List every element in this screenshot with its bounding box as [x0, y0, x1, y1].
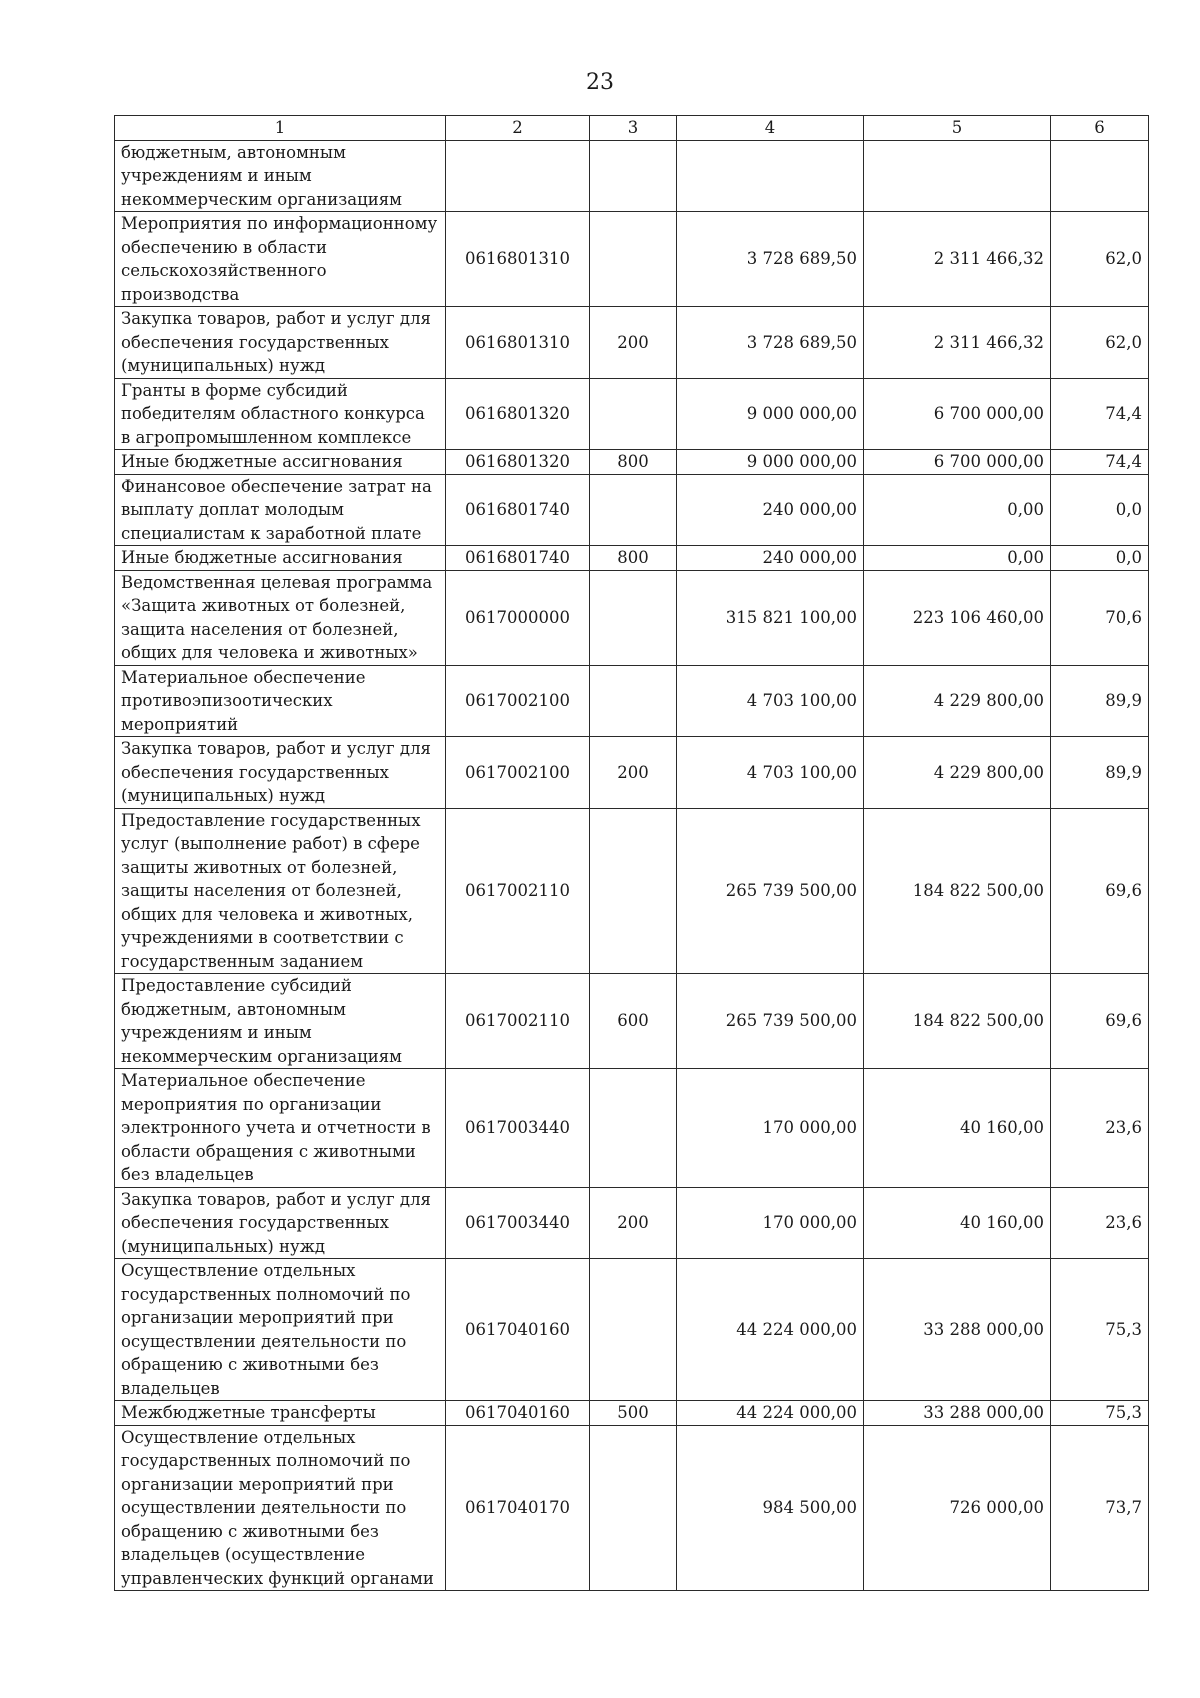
table-row	[115, 212, 1149, 307]
row-expense-type: 200	[590, 1187, 677, 1259]
row-target-code: 0617040160	[446, 1259, 590, 1401]
row-actual-amount: 184 822 500,00	[864, 974, 1051, 1069]
row-actual-amount: 726 000,00	[864, 1425, 1051, 1591]
row-percent: 62,0	[1051, 212, 1149, 307]
page-number: 23	[586, 70, 614, 95]
row-actual-amount	[864, 140, 1051, 212]
table-row	[115, 378, 1149, 450]
row-actual-amount: 6 700 000,00	[864, 378, 1051, 450]
row-planned-amount: 9 000 000,00	[677, 450, 864, 475]
table-header	[115, 116, 1149, 141]
row-planned-amount: 265 739 500,00	[677, 808, 864, 974]
row-expense-type	[590, 808, 677, 974]
table-row	[115, 140, 1149, 212]
row-actual-amount: 0,00	[864, 546, 1051, 571]
table-row	[115, 450, 1149, 475]
row-actual-amount: 2 311 466,32	[864, 212, 1051, 307]
row-name: Предоставление субсидий бюджетным, автономным учреждениям и иным некоммерческим организациям	[115, 974, 446, 1069]
row-actual-amount: 0,00	[864, 474, 1051, 546]
row-name: Иные бюджетные ассигнования	[115, 546, 446, 571]
row-percent: 74,4	[1051, 450, 1149, 475]
row-actual-amount: 4 229 800,00	[864, 737, 1051, 809]
row-percent: 0,0	[1051, 474, 1149, 546]
row-name: Материальное обеспечение противоэпизоотических мероприятий	[115, 665, 446, 737]
row-planned-amount: 3 728 689,50	[677, 307, 864, 379]
row-planned-amount: 3 728 689,50	[677, 212, 864, 307]
table-row	[115, 570, 1149, 665]
table-row	[115, 1259, 1149, 1401]
row-target-code: 0616801740	[446, 474, 590, 546]
row-target-code: 0617002100	[446, 737, 590, 809]
table-row	[115, 307, 1149, 379]
row-percent: 69,6	[1051, 974, 1149, 1069]
row-actual-amount: 33 288 000,00	[864, 1401, 1051, 1426]
row-target-code: 0617000000	[446, 570, 590, 665]
column-header-1: 1	[115, 116, 446, 141]
row-name: Межбюджетные трансферты	[115, 1401, 446, 1426]
table-row	[115, 1187, 1149, 1259]
row-planned-amount: 240 000,00	[677, 546, 864, 571]
row-target-code: 0616801320	[446, 378, 590, 450]
row-planned-amount: 240 000,00	[677, 474, 864, 546]
row-actual-amount: 40 160,00	[864, 1187, 1051, 1259]
row-actual-amount: 4 229 800,00	[864, 665, 1051, 737]
row-expense-type: 500	[590, 1401, 677, 1426]
row-percent: 74,4	[1051, 378, 1149, 450]
row-name: бюджетным, автономным учреждениям и иным некоммерческим организациям	[115, 140, 446, 212]
row-name: Закупка товаров, работ и услуг для обеспечения государственных (муниципальных) нужд	[115, 307, 446, 379]
row-target-code: 0617002110	[446, 808, 590, 974]
row-planned-amount: 170 000,00	[677, 1069, 864, 1188]
column-header-3: 3	[590, 116, 677, 141]
row-expense-type	[590, 570, 677, 665]
table-row	[115, 1401, 1149, 1426]
row-planned-amount: 9 000 000,00	[677, 378, 864, 450]
row-name: Закупка товаров, работ и услуг для обеспечения государственных (муниципальных) нужд	[115, 737, 446, 809]
row-expense-type	[590, 1259, 677, 1401]
row-percent	[1051, 140, 1149, 212]
row-name: Гранты в форме субсидий победителям областного конкурса в агропромышленном комплексе	[115, 378, 446, 450]
row-planned-amount: 265 739 500,00	[677, 974, 864, 1069]
row-planned-amount: 984 500,00	[677, 1425, 864, 1591]
row-expense-type	[590, 140, 677, 212]
row-planned-amount: 315 821 100,00	[677, 570, 864, 665]
table-body	[115, 140, 1149, 1591]
row-name: Предоставление государственных услуг (выполнение работ) в сфере защиты животных от болезней, защиты населения от болезней, общих для человека и животных, учреждениями в соответствии с государственным заданием	[115, 808, 446, 974]
row-percent: 70,6	[1051, 570, 1149, 665]
table-row	[115, 1425, 1149, 1591]
row-actual-amount: 223 106 460,00	[864, 570, 1051, 665]
table-row	[115, 808, 1149, 974]
row-expense-type	[590, 665, 677, 737]
row-actual-amount: 2 311 466,32	[864, 307, 1051, 379]
row-target-code: 0617040160	[446, 1401, 590, 1426]
row-name: Финансовое обеспечение затрат на выплату доплат молодым специалистам к заработной плате	[115, 474, 446, 546]
row-target-code: 0617003440	[446, 1187, 590, 1259]
row-percent: 23,6	[1051, 1187, 1149, 1259]
row-target-code: 0616801740	[446, 546, 590, 571]
column-header-5: 5	[864, 116, 1051, 141]
row-target-code: 0616801310	[446, 307, 590, 379]
row-name: Иные бюджетные ассигнования	[115, 450, 446, 475]
row-percent: 89,9	[1051, 737, 1149, 809]
column-header-4: 4	[677, 116, 864, 141]
row-expense-type: 800	[590, 450, 677, 475]
table-row	[115, 1069, 1149, 1188]
row-name: Осуществление отдельных государственных полномочий по организации мероприятий при осуществлении деятельности по обращению с животными без владельцев	[115, 1259, 446, 1401]
row-expense-type	[590, 1425, 677, 1591]
column-header-6: 6	[1051, 116, 1149, 141]
row-name: Материальное обеспечение мероприятия по организации электронного учета и отчетности в области обращения с животными без владельцев	[115, 1069, 446, 1188]
row-expense-type	[590, 212, 677, 307]
row-target-code: 0616801320	[446, 450, 590, 475]
row-percent: 73,7	[1051, 1425, 1149, 1591]
row-percent: 75,3	[1051, 1401, 1149, 1426]
row-planned-amount	[677, 140, 864, 212]
row-name: Мероприятия по информационному обеспечению в области сельскохозяйственного производства	[115, 212, 446, 307]
row-expense-type: 600	[590, 974, 677, 1069]
budget-table	[114, 115, 1149, 1591]
row-actual-amount: 40 160,00	[864, 1069, 1051, 1188]
row-actual-amount: 6 700 000,00	[864, 450, 1051, 475]
table-row	[115, 546, 1149, 571]
row-planned-amount: 44 224 000,00	[677, 1259, 864, 1401]
row-percent: 75,3	[1051, 1259, 1149, 1401]
row-actual-amount: 184 822 500,00	[864, 808, 1051, 974]
row-target-code: 0617002110	[446, 974, 590, 1069]
row-target-code: 0617040170	[446, 1425, 590, 1591]
header-row	[115, 116, 1149, 141]
row-planned-amount: 44 224 000,00	[677, 1401, 864, 1426]
column-header-2: 2	[446, 116, 590, 141]
row-target-code: 0617002100	[446, 665, 590, 737]
row-expense-type: 800	[590, 546, 677, 571]
row-target-code: 0616801310	[446, 212, 590, 307]
table-row	[115, 737, 1149, 809]
row-target-code	[446, 140, 590, 212]
row-actual-amount: 33 288 000,00	[864, 1259, 1051, 1401]
row-percent: 23,6	[1051, 1069, 1149, 1188]
row-expense-type: 200	[590, 737, 677, 809]
table-row	[115, 474, 1149, 546]
row-expense-type	[590, 378, 677, 450]
row-percent: 69,6	[1051, 808, 1149, 974]
row-percent: 0,0	[1051, 546, 1149, 571]
row-target-code: 0617003440	[446, 1069, 590, 1188]
row-planned-amount: 4 703 100,00	[677, 665, 864, 737]
row-percent: 62,0	[1051, 307, 1149, 379]
table-row	[115, 974, 1149, 1069]
row-planned-amount: 4 703 100,00	[677, 737, 864, 809]
row-name: Ведомственная целевая программа «Защита животных от болезней, защита населения от болезней, общих для человека и животных»	[115, 570, 446, 665]
row-name: Осуществление отдельных государственных полномочий по организации мероприятий при осуществлении деятельности по обращению с животными без владельцев (осуществление управленческих функций органами	[115, 1425, 446, 1591]
row-planned-amount: 170 000,00	[677, 1187, 864, 1259]
row-percent: 89,9	[1051, 665, 1149, 737]
row-expense-type	[590, 474, 677, 546]
row-expense-type	[590, 1069, 677, 1188]
row-expense-type: 200	[590, 307, 677, 379]
row-name: Закупка товаров, работ и услуг для обеспечения государственных (муниципальных) нужд	[115, 1187, 446, 1259]
table-row	[115, 665, 1149, 737]
